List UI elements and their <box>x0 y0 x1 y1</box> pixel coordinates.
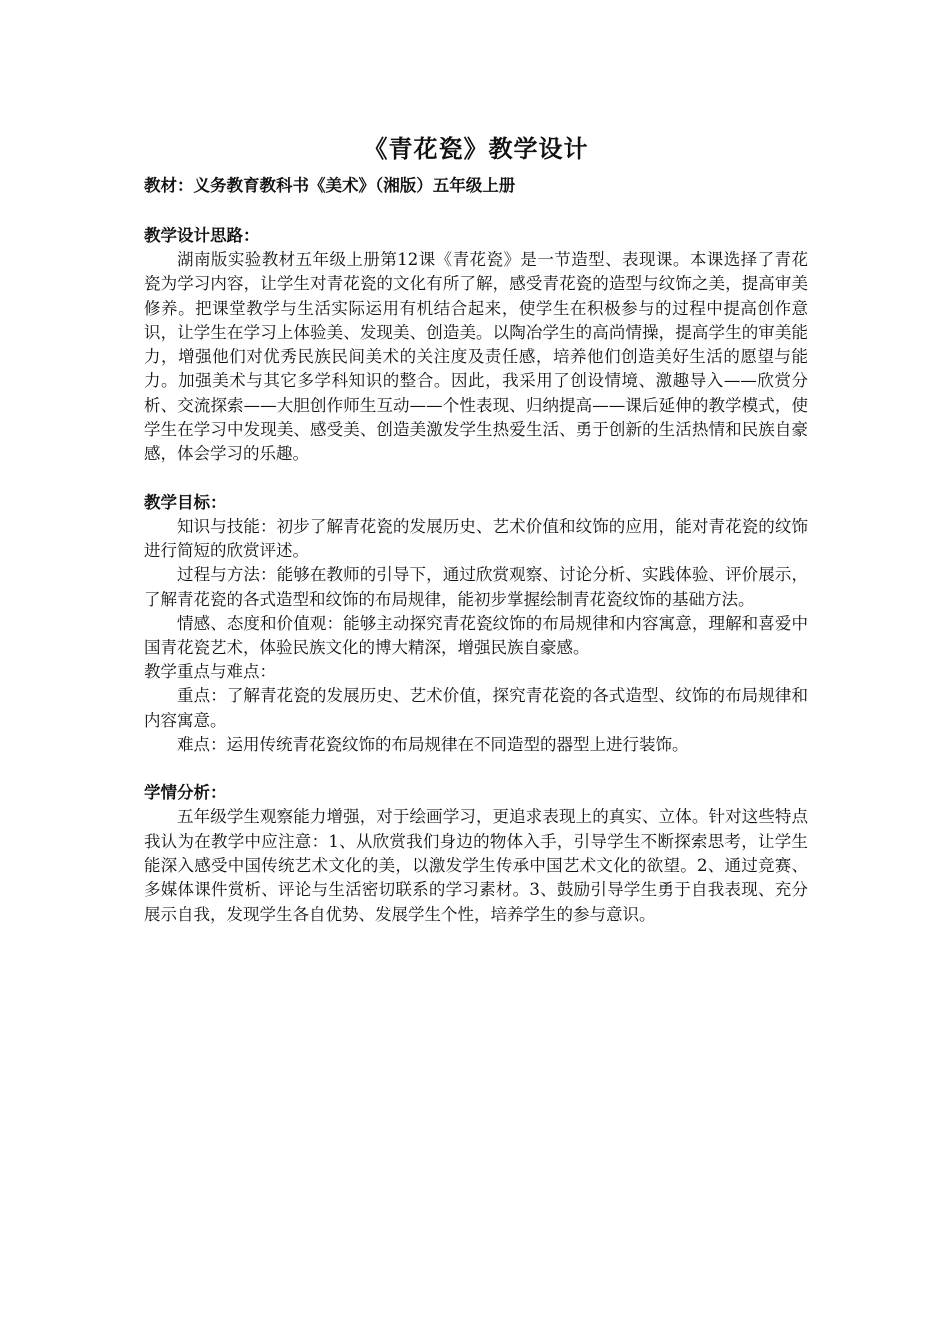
key-points-heading: 教学重点与难点： <box>144 662 276 682</box>
objective-emotion: 情感、态度和价值观：能够主动探究青花瓷纹饰的布局规律和内容寓意，理解和喜爱中国青花瓷艺术，体验民族文化的博大精深，增强民族自豪感。 <box>144 613 808 658</box>
document-title: 《青花瓷》教学设计 <box>363 134 589 163</box>
objective-knowledge: 知识与技能：初步了解青花瓷的发展历史、艺术价值和纹饰的应用，能对青花瓷的纹饰进行简短的欣赏评述。 <box>144 516 808 560</box>
spacer <box>144 198 808 224</box>
key-point-focus: 重点：了解青花瓷的发展历史、艺术价值，探究青花瓷的各式造型、纹饰的布局规律和内容寓意。 <box>144 686 808 730</box>
spacer <box>144 757 808 781</box>
objective-process: 过程与方法：能够在教师的引导下，通过欣赏观察、讨论分析、实践体验、评价展示，了解青花瓷的各式造型和纹饰的布局规律，能初步掌握绘制青花瓷纹饰的基础方法。 <box>144 565 808 609</box>
objectives-heading: 教学目标： <box>144 492 227 512</box>
key-point-difficulty: 难点：运用传统青花瓷纹饰的布局规律在不同造型的器型上进行装饰。 <box>177 735 689 755</box>
textbook-info: 教材：义务教育教科书《美术》（湘版）五年级上册 <box>144 176 516 195</box>
document-page <box>144 128 808 927</box>
key-points-section <box>144 660 808 757</box>
learner-analysis-paragraph: 五年级学生观察能力增强，对于绘画学习，更追求表现上的真实、立体。针对这些特点我认为在教学中应注意：1、从欣赏我们身边的物体入手，引导学生不断探索思考，让学生能深入感受中国传统艺术文化的美，以激发学生传承中国艺术文化的欲望。2、通过竞赛、多媒体课件赏析、评论与生活密切联系的学习素材。3、鼓励引导学生勇于自我表现、充分展示自我，发现学生各自优势、发展学生个性，培养学生的参与意识。 <box>144 807 808 924</box>
objectives-section <box>144 491 808 661</box>
learner-analysis-heading: 学情分析： <box>144 783 227 803</box>
learner-analysis-section <box>144 781 808 926</box>
design-ideas-section <box>144 224 808 467</box>
design-ideas-heading: 教学设计思路： <box>144 226 260 245</box>
design-ideas-paragraph: 湖南版实验教材五年级上册第12课《青花瓷》是一节造型、表现课。本课选择了青花瓷为学习内容，让学生对青花瓷的文化有所了解，感受青花瓷的造型与纹饰之美，提高审美修养。把课堂教学与生活实际运用有机结合起来，使学生在积极参与的过程中提高创作意识，让学生在学习上体验美、发现美、创造美。以陶冶学生的高尚情操，提高学生的审美能力，增强他们对优秀民族民间美术的关注度及责任感，培养他们创造美好生活的愿望与能力。加强美术与其它多学科知识的整合。因此，我采用了创设情境、激趣导入——欣赏分析、交流探索——大胆创作师生互动——个性表现、归纳提高——课后延伸的教学模式，使学生在学习中发现美、感受美、创造美激发学生热爱生活、勇于创新的生活热情和民族自豪感，体会学习的乐趣。 <box>144 250 808 464</box>
spacer <box>144 467 808 491</box>
